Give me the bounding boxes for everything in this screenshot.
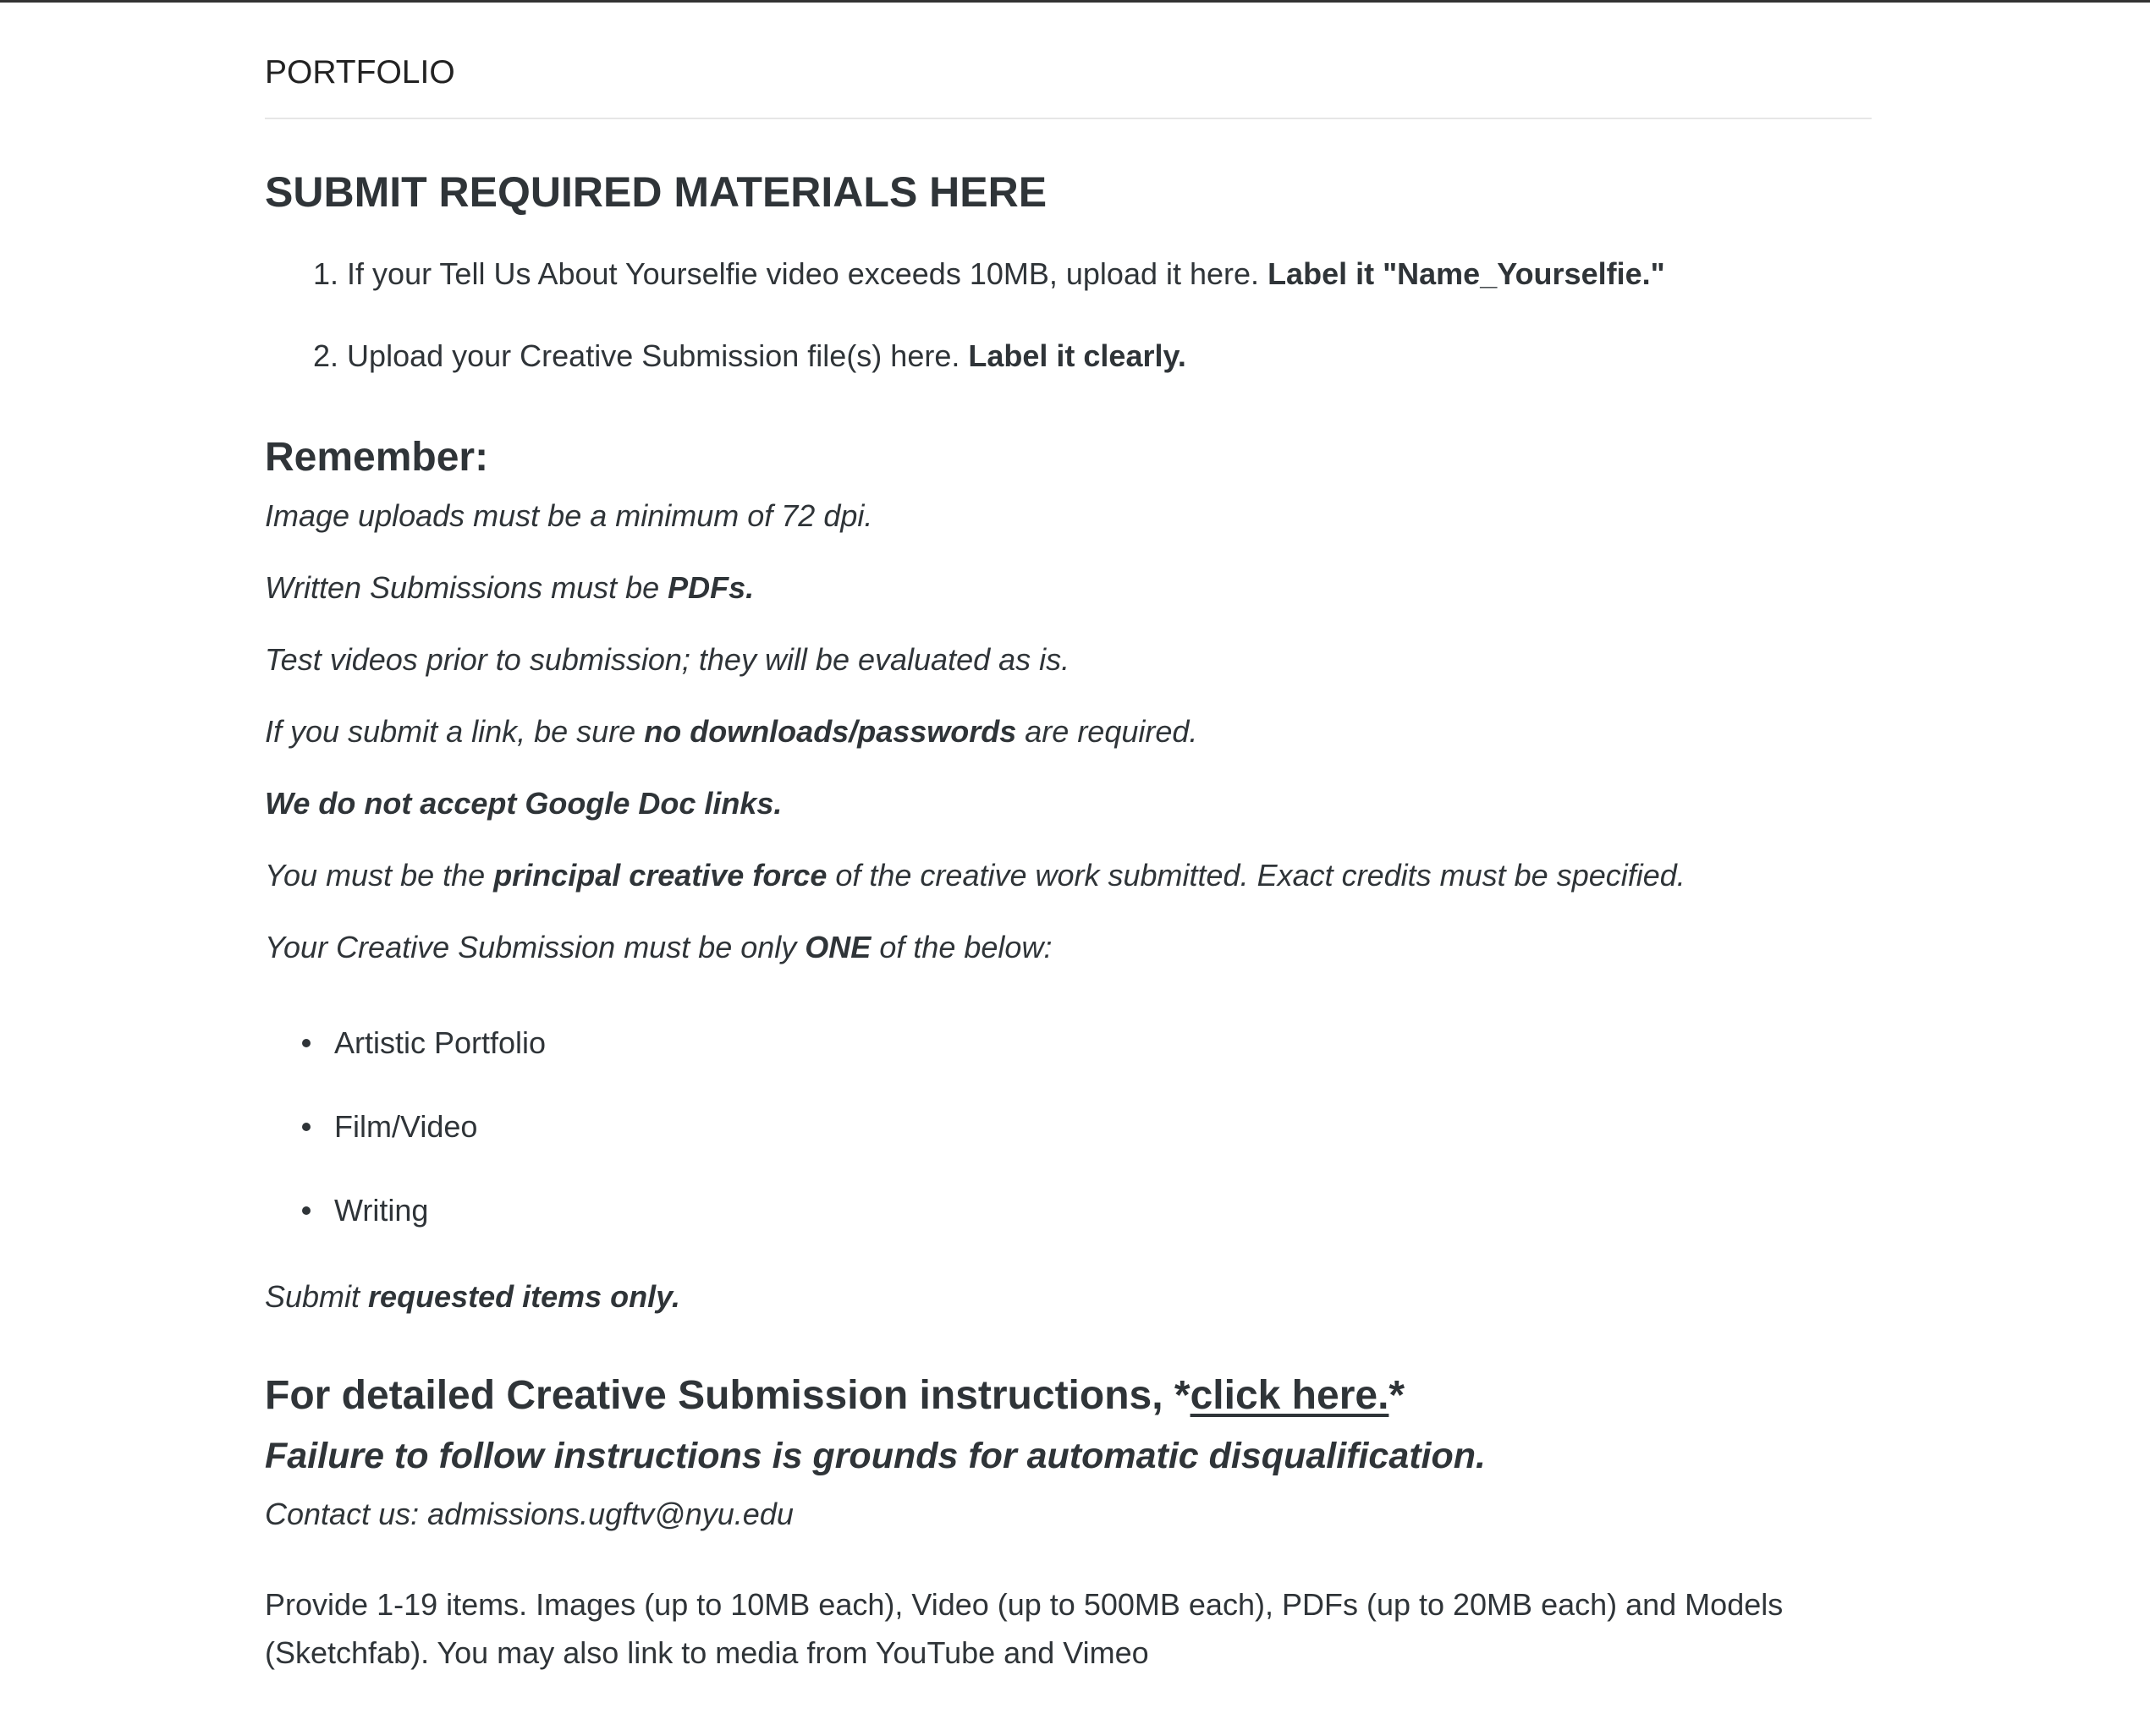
option-artistic-portfolio: Artistic Portfolio — [334, 1025, 547, 1060]
bold-text: ONE — [805, 930, 872, 964]
text: Your Creative Submission must be only — [265, 930, 806, 964]
page-heading: SUBMIT REQUIRED MATERIALS HERE — [265, 168, 1048, 216]
text: For detailed Creative Submission instructions, * — [265, 1373, 1190, 1418]
bullet-icon — [302, 1123, 311, 1131]
remember-links — [265, 706, 1197, 757]
remember-pdfs — [265, 563, 754, 613]
bold-text: no downloads/passwords — [644, 714, 1017, 749]
divider — [265, 118, 1872, 119]
section-title: PORTFOLIO — [265, 54, 455, 91]
bold-text: PDFs. — [668, 570, 755, 605]
bold-text: requested items only. — [368, 1279, 680, 1314]
top-border — [0, 0, 2150, 3]
contact-info: Contact us: admissions.ugftv@nyu.edu — [265, 1497, 794, 1531]
step-bold: Label it "Name_Yourselfie." — [1267, 256, 1665, 291]
disqualification-warning: Failure to follow instructions is grounds for automatic disqualification. — [265, 1436, 1486, 1476]
remember-credits — [265, 850, 1685, 901]
text: If you submit a link, be sure — [265, 714, 645, 749]
text: are required. — [1016, 714, 1198, 749]
bullet-icon — [302, 1206, 311, 1215]
remember-google-docs: We do not accept Google Doc links. — [265, 786, 783, 821]
submit-requested — [265, 1272, 680, 1322]
upload-limits-line-2: (Sketchfab). You may also link to media from YouTube and Vimeo — [265, 1635, 1149, 1670]
text: * — [1388, 1373, 1405, 1418]
step-1 — [313, 249, 1665, 299]
upload-limits-line-1: Provide 1-19 items. Images (up to 10MB each), Video (up to 500MB each), PDFs (up to 20MB each) and Models — [265, 1587, 1784, 1622]
text: Written Submissions must be — [265, 570, 668, 605]
text: of the creative work submitted. Exact credits must be specified. — [827, 858, 1685, 893]
remember-dpi: Image uploads must be a minimum of 72 dpi. — [265, 498, 873, 533]
bullet-icon — [302, 1039, 311, 1047]
step-2 — [313, 331, 1186, 382]
click-here-link[interactable]: click here. — [1190, 1373, 1389, 1418]
bold-text: principal creative force — [493, 858, 828, 893]
step-number: 1. — [313, 256, 339, 291]
step-text: If your Tell Us About Yourselfie video exceeds 10MB, upload it here. — [347, 256, 1260, 291]
step-number: 2. — [313, 338, 339, 373]
text: You must be the — [265, 858, 494, 893]
remember-one-only — [265, 922, 1052, 973]
step-bold: Label it clearly. — [968, 338, 1186, 373]
text: Submit — [265, 1279, 369, 1314]
step-text: Upload your Creative Submission file(s) here. — [347, 338, 960, 373]
option-film-video: Film/Video — [334, 1109, 478, 1144]
option-writing: Writing — [334, 1193, 429, 1228]
instructions-heading — [265, 1371, 1405, 1421]
remember-test-videos: Test videos prior to submission; they will be evaluated as is. — [265, 642, 1070, 677]
remember-heading: Remember: — [265, 435, 489, 480]
text: of the below: — [871, 930, 1053, 964]
